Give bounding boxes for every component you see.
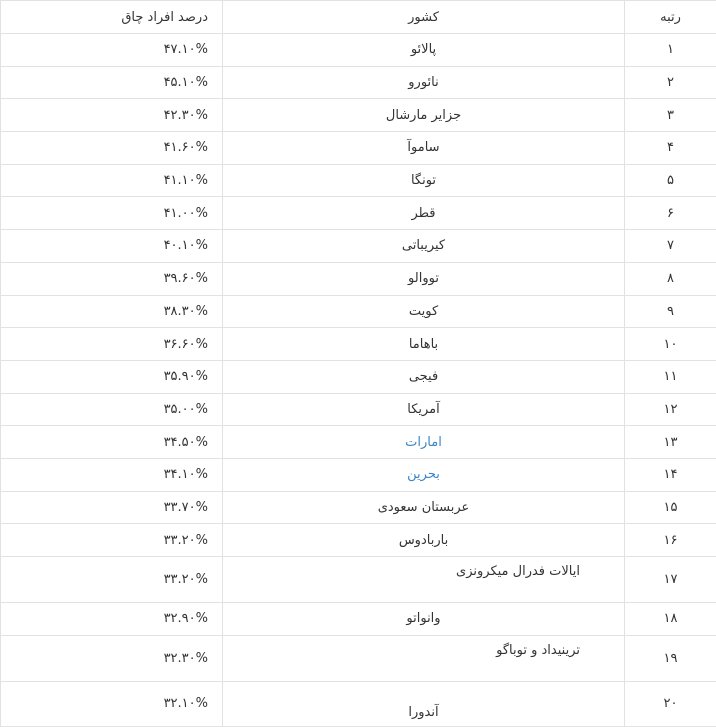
rank-cell: ۲۰ <box>625 681 716 726</box>
country-cell: وانواتو <box>223 603 625 636</box>
table-row <box>1 635 716 681</box>
rank-cell: ۶ <box>625 197 716 230</box>
rank-cell: ۳ <box>625 99 716 132</box>
percent-cell: ۳۲.۱۰% <box>1 681 223 726</box>
percent-cell: ۴۷.۱۰% <box>1 34 223 67</box>
rank-cell: ۱۵ <box>625 491 716 524</box>
table-header-row <box>1 1 716 34</box>
percent-cell: ۴۱.۱۰% <box>1 164 223 197</box>
rank-cell: ۱۴ <box>625 458 716 491</box>
country-cell: باهاما <box>223 328 625 361</box>
table-row <box>1 491 716 524</box>
country-cell: باربادوس <box>223 524 625 557</box>
percent-cell: ۳۴.۱۰% <box>1 458 223 491</box>
rank-cell: ۱۸ <box>625 603 716 636</box>
rank-cell: ۱۳ <box>625 426 716 459</box>
table-row <box>1 99 716 132</box>
table-row <box>1 681 716 726</box>
header-rank: رتبه <box>625 1 716 34</box>
table-row <box>1 34 716 67</box>
table-row <box>1 66 716 99</box>
country-cell: قطر <box>223 197 625 230</box>
table-row <box>1 197 716 230</box>
table-row <box>1 393 716 426</box>
rank-cell: ۲ <box>625 66 716 99</box>
rank-cell: ۱۲ <box>625 393 716 426</box>
header-percent: درصد افراد چاق <box>1 1 223 34</box>
percent-cell: ۳۵.۰۰% <box>1 393 223 426</box>
country-cell: تووالو <box>223 262 625 295</box>
table-row <box>1 230 716 263</box>
country-link-cell <box>223 458 625 491</box>
percent-cell: ۳۸.۳۰% <box>1 295 223 328</box>
percent-cell: ۴۱.۶۰% <box>1 132 223 165</box>
percent-cell: ۳۵.۹۰% <box>1 360 223 393</box>
country-cell: عربستان سعودی <box>223 491 625 524</box>
country-cell: کویت <box>223 295 625 328</box>
percent-cell: ۳۶.۶۰% <box>1 328 223 361</box>
table-row <box>1 524 716 557</box>
percent-cell: ۳۲.۹۰% <box>1 603 223 636</box>
country-cell: تونگا <box>223 164 625 197</box>
table-row <box>1 295 716 328</box>
rank-cell: ۱۰ <box>625 328 716 361</box>
country-cell: کیریباتی <box>223 230 625 263</box>
header-country: کشور <box>223 1 625 34</box>
percent-cell: ۳۳.۲۰% <box>1 524 223 557</box>
country-cell: ترینیداد و توباگو <box>223 635 625 681</box>
rank-cell: ۸ <box>625 262 716 295</box>
rank-cell: ۴ <box>625 132 716 165</box>
rank-cell: ۱۶ <box>625 524 716 557</box>
percent-cell: ۴۲.۳۰% <box>1 99 223 132</box>
table-row <box>1 603 716 636</box>
rank-cell: ۹ <box>625 295 716 328</box>
rank-cell: ۱۷ <box>625 557 716 603</box>
percent-cell: ۴۵.۱۰% <box>1 66 223 99</box>
rank-cell: ۱۱ <box>625 360 716 393</box>
country-cell: جزایر مارشال <box>223 99 625 132</box>
rank-cell: ۱ <box>625 34 716 67</box>
percent-cell: ۳۳.۲۰% <box>1 557 223 603</box>
country-cell: پالائو <box>223 34 625 67</box>
percent-cell: ۴۰.۱۰% <box>1 230 223 263</box>
table-row <box>1 132 716 165</box>
percent-cell: ۴۱.۰۰% <box>1 197 223 230</box>
country-cell: ساموآ <box>223 132 625 165</box>
percent-cell: ۳۹.۶۰% <box>1 262 223 295</box>
table-row <box>1 262 716 295</box>
country-link[interactable]: امارات <box>405 435 442 450</box>
table-row <box>1 164 716 197</box>
country-cell: ایالات فدرال میکرونزی <box>223 557 625 603</box>
table-row <box>1 458 716 491</box>
table-row <box>1 557 716 603</box>
rank-cell: ۱۹ <box>625 635 716 681</box>
table-row <box>1 328 716 361</box>
country-cell: آندورا <box>223 681 625 726</box>
country-cell: آمریکا <box>223 393 625 426</box>
table-row <box>1 360 716 393</box>
percent-cell: ۳۳.۷۰% <box>1 491 223 524</box>
table-row <box>1 426 716 459</box>
country-link[interactable]: بحرین <box>407 467 440 482</box>
percent-cell: ۳۴.۵۰% <box>1 426 223 459</box>
rank-cell: ۷ <box>625 230 716 263</box>
country-cell: نائورو <box>223 66 625 99</box>
rank-cell: ۵ <box>625 164 716 197</box>
country-link-cell <box>223 426 625 459</box>
country-cell: فیجی <box>223 360 625 393</box>
percent-cell: ۳۲.۳۰% <box>1 635 223 681</box>
